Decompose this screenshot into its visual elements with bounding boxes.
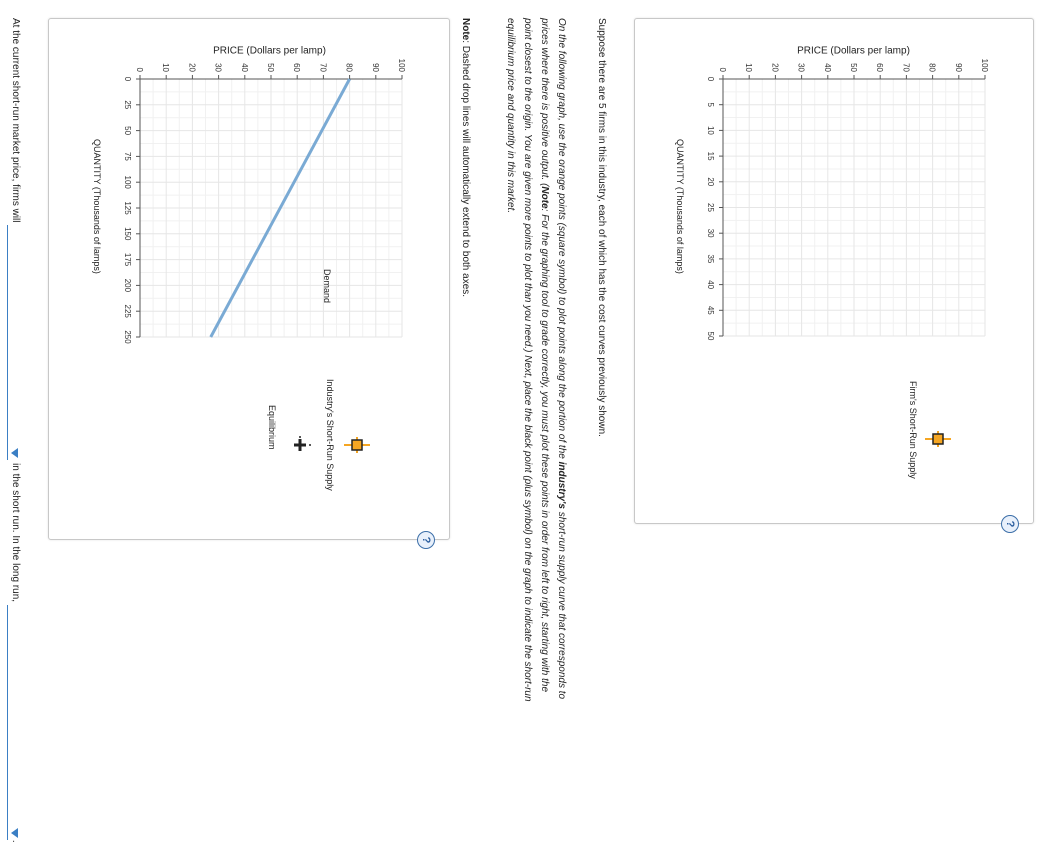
question-mark-icon[interactable]: ?: [417, 531, 435, 549]
chart2-x-tick-label: 200: [123, 278, 132, 293]
chart2-y-tick-label: 80: [344, 63, 354, 72]
equilibrium-legend-item[interactable]: [292, 435, 312, 455]
chart2-x-tick-label: 175: [123, 252, 132, 267]
firm-supply-panel: [634, 18, 1034, 528]
chart2-x-tick-label: 225: [123, 304, 132, 318]
long-run-action-dropdown[interactable]: [7, 605, 22, 840]
instructions-part2: short-run supply curve that corresponds to prices where there is positive output. (: [539, 18, 567, 700]
chart1-y-tick-label: 90: [953, 63, 963, 72]
question-mark-icon[interactable]: ?: [1001, 515, 1019, 533]
chevron-down-icon: [11, 448, 18, 458]
sentence-part1: At the current short-run market price, firms will: [10, 18, 21, 223]
chart1-x-tick-label: 15: [706, 151, 715, 161]
chart1-y-tick-label: 70: [901, 63, 911, 72]
chart1-y-tick-label: 0: [718, 67, 727, 72]
chart2-y-tick-label: 100: [397, 58, 406, 72]
chart1-x-axis-label: QUANTITY (Thousands of lamps): [675, 139, 685, 274]
chart1-y-tick-label: 20: [770, 63, 780, 72]
firm-supply-chart: [635, 19, 1033, 523]
chart1-x-tick-label: 0: [706, 76, 715, 82]
instructions-bold: industry's: [556, 461, 567, 509]
chart2-x-tick-label: 25: [123, 100, 132, 110]
chart2-x-tick-label: 150: [123, 227, 132, 241]
chart1-y-tick-label: 100: [980, 58, 989, 72]
chevron-down-icon: [11, 828, 18, 838]
chart2-x-tick-label: 250: [123, 330, 132, 344]
short-run-action-dropdown[interactable]: [7, 225, 22, 460]
chart2-x-tick-label: 100: [123, 175, 132, 189]
industry-supply-legend-item[interactable]: [344, 435, 370, 455]
demand-label: Demand: [322, 269, 332, 304]
chart1-x-tick-label: 45: [706, 305, 715, 315]
chart1-y-tick-label: 30: [796, 63, 806, 72]
equilibrium-legend-label: Equilibrium: [267, 405, 277, 450]
chart1-y-tick-label: 50: [849, 63, 858, 72]
chart2-x-tick-label: 75: [123, 151, 132, 161]
intro-text: Suppose there are 5 firms in this industry, each of which has the cost curves previously shown.: [596, 18, 607, 437]
chart1-x-tick-label: 10: [706, 125, 715, 135]
chart1-y-axis-label: PRICE (Dollars per lamp): [797, 45, 910, 57]
chart1-x-tick-label: 50: [706, 331, 715, 341]
chart1-x-tick-label: 25: [706, 203, 715, 212]
chart1-x-tick-label: 5: [706, 102, 715, 107]
chart2-x-axis-label: QUANTITY (Thousands of lamps): [92, 139, 102, 274]
chart1-x-tick-label: 35: [706, 254, 715, 264]
chart1-y-tick-label: 10: [744, 63, 754, 72]
instructions-text: [502, 18, 570, 708]
note-body: : Dashed drop lines will automatically extend to both axes.: [460, 40, 471, 298]
chart2-x-tick-label: 50: [123, 126, 132, 136]
industry-market-panel: [48, 18, 450, 544]
chart2-y-tick-label: 30: [213, 63, 223, 72]
instructions-part1: On the following graph, use the orange points (square symbol) to plot points along the portion of the: [556, 18, 567, 462]
instructions-part3: : For the graphing tool to grade correctly, you must plot these points in order from left to right, starting with the point closest to the origin. You are given more points to plot than you need.) Next, place the black point (plus symbol) on the graph to indicate the short-run equilibrium price and quantity in this market.: [505, 18, 550, 702]
chart2-y-tick-label: 70: [318, 63, 328, 72]
firm-supply-legend-label: Firm's Short-Run Supply: [908, 381, 918, 479]
instructions-note-label: Note: [539, 186, 550, 209]
chart1-x-tick-label: 40: [706, 280, 715, 290]
firm-supply-legend-item[interactable]: [925, 429, 951, 449]
chart2-y-tick-label: 0: [135, 67, 144, 72]
chart1-y-tick-label: 80: [927, 63, 937, 72]
chart2-y-axis-label: PRICE (Dollars per lamp): [213, 45, 326, 57]
chart2-y-tick-label: 90: [370, 63, 380, 72]
note-label: Note: [460, 18, 471, 41]
chart1-y-tick-label: 60: [875, 63, 885, 72]
question-sentence: [7, 18, 24, 843]
chart2-y-tick-label: 20: [187, 63, 197, 72]
chart1-y-tick-label: 40: [822, 63, 832, 72]
chart1-x-tick-label: 30: [706, 228, 715, 238]
note-text: [457, 18, 474, 618]
chart2-x-tick-label: 0: [123, 76, 132, 82]
chart2-y-tick-label: 60: [292, 63, 302, 72]
chart2-x-tick-label: 125: [123, 201, 132, 215]
chart2-y-tick-label: 50: [266, 63, 275, 72]
industry-market-chart: [49, 19, 449, 539]
industry-supply-legend-label: Industry's Short-Run Supply: [325, 379, 335, 491]
sentence-part3: .: [10, 839, 21, 843]
chart2-y-tick-label: 40: [239, 63, 249, 72]
chart1-x-tick-label: 20: [706, 177, 715, 187]
sentence-part2: in the short run. In the long run,: [10, 463, 21, 603]
chart2-y-tick-label: 10: [161, 63, 171, 72]
